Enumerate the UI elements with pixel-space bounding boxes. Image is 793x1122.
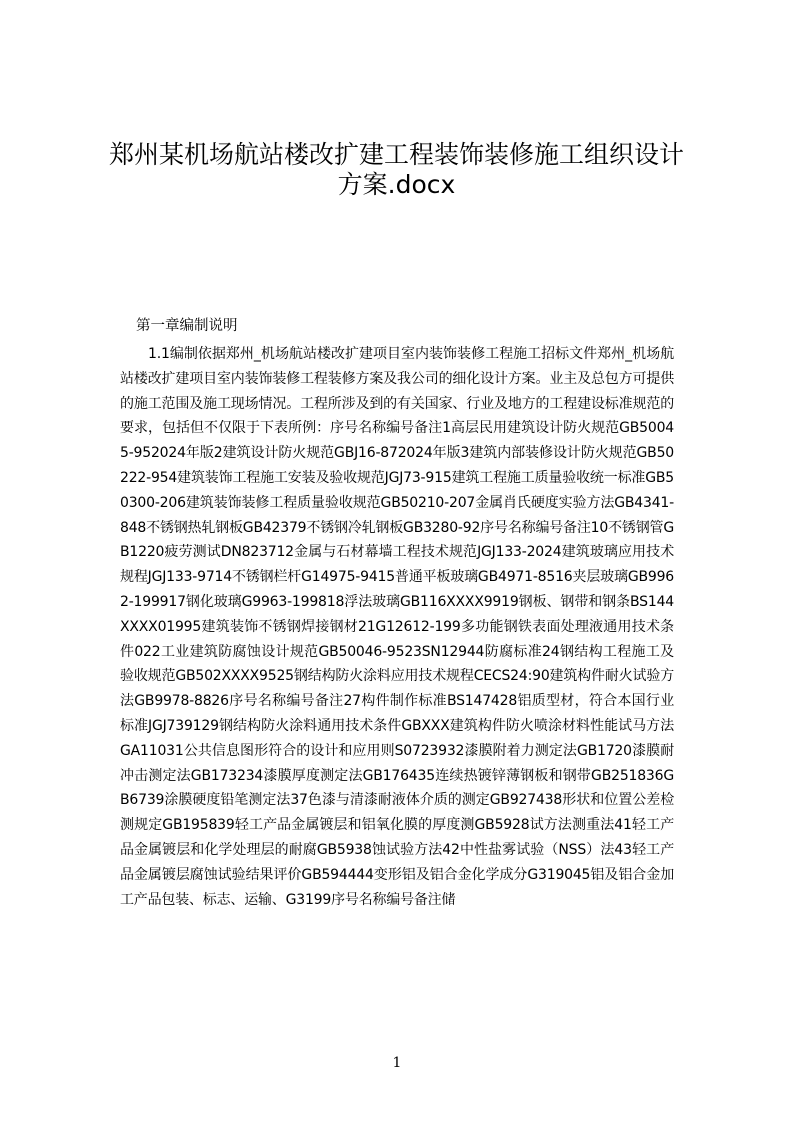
- chapter-heading: 第一章编制说明: [136, 318, 238, 334]
- page-number: 1: [392, 1055, 402, 1071]
- document-title: 郑州某机场航站楼改扩建工程装饰装修施工组织设计方案.docx: [108, 140, 684, 199]
- body-paragraph: 1.1编制依据郑州_机场航站楼改扩建项目室内装饰装修工程施工招标文件郑州_机场航站楼改扩建项目室内装饰装修工程装修方案及我公司的细化设计方案。业主及总包方可提供的施工范围及施工现场情况。工程所涉及到的有关国家、行业及地方的工程建设标准规范的要求，包括但不仅限于下表所例：序号名称编号备注1高层民用建筑设计防火规范GB50045-952024年版2建筑设计防火规范GBJ16-872024年版3建筑内部装修设计防火规范GB50222-954建筑装饰工程施工安装及验收规范JGJ73-915建筑工程施工质量验收统一标准GB50300-206建筑装饰装修工程质量验收规范GB50210-207金属肖氏硬度实验方法GB4341-848不锈钢热轧钢板GB42379不锈钢冷轧钢板GB3280-92序号名称编号备注10不锈钢管GB1220疲劳测试DN823712金属与石材幕墙工程技术规范JGJ133-2024建筑玻璃应用技术规程JGJ133-9714不锈钢栏杆G14975-9415普通平板玻璃GB4971-8516夹层玻璃GB9962-199917钢化玻璃G9963-199818浮法玻璃GB116XXXX9919钢板、钢带和钢条BS144XXXX01995建筑装饰不锈钢焊接钢材21G12612-199多功能钢铁表面处理液通用技术条件022工业建筑防腐蚀设计规范GB50046-9523SN12944防腐标准24钢结构工程施工及验收规范GB502XXXX9525钢结构防火涂料应用技术规程CECS24:90建筑构件耐火试验方法GB9978-8826序号名称编号备注27构件制作标准BS147428铝质型材，符合本国行业标准JGJ739129钢结构防火涂料通用技术条件GBXXX建筑构件防火喷涂材料性能试马方法GA11031公共信息图形符合的设计和应用则S0723932漆膜附着力测定法GB1720漆膜耐冲击测定法GB173234漆膜厚度测定法GB176435连续热镀锌薄钢板和钢带GB251836GB6739涂膜硬度铅笔测定法37色漆与清漆耐液体介质的测定GB927438形状和位置公差检测规定GB195839轻工产品金属镀层和铝氧化膜的厚度测GB5928试方法测重法41轻工产品金属镀层和化学处理层的耐腐GB5938蚀试验方法42中性盐雾试验（NSS）法43轻工产品金属镀层腐蚀试验结果评价GB594444变形铝及铝合金化学成分G319045铝及铝合金加工产品包装、标志、运输、G3199序号名称编号备注储: [120, 346, 674, 908]
